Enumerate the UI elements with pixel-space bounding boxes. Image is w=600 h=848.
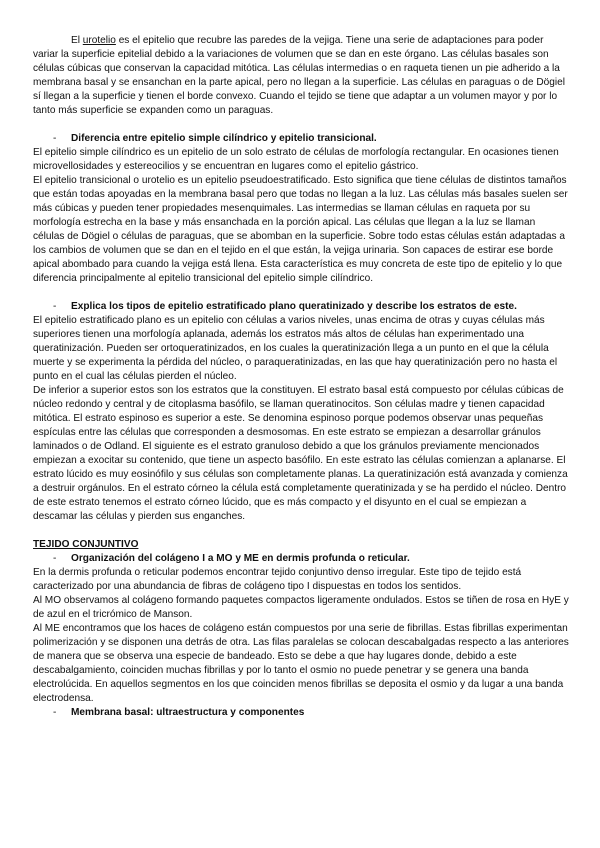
heading-membrana-basal (33, 706, 569, 720)
intro-lead: El (71, 35, 83, 46)
bullet-dash: - (53, 553, 57, 564)
heading-text: Membrana basal: ultraestructura y componentes (71, 707, 305, 718)
heading-colageno (33, 552, 569, 566)
intro-paragraph (33, 34, 569, 118)
paragraph: Al ME encontramos que los haces de colágeno están compuestos por una serie de fibrillas. Estas fibrillas experimentan polimerización y se disponen una detrás de otra. Las filas paralelas se colocan descabalgadas respecto a las anteriores de manera que se observa una especie de bandeado. Esto se debe a que hay lugares donde, debido a este descabalgamiento, coinciden muchas fibrillas y por lo tanto el osmio no puede penetrar y se genera una banda electrolúcida. En aquellos segmentos en los que coinciden menos fibrillas se deposita el osmio y da lugar a una banda electrodensa. (33, 623, 569, 704)
paragraph: El epitelio estratificado plano es un epitelio con células a varios niveles, unas encima de otras y cuyas células más superiores tienen una morfología aplanada, además los estratos más altos de células han experimentado una queratinización. Pueden ser ortoqueratinizados, en los cuales la queratinización llega a un punto en el que la célula muerte y se experimenta la pérdida del núcleo, o paraqueratinizadas, en las que hay queratinización pero no hasta el punto en el cual las células pierden el núcleo. (33, 315, 558, 382)
bullet-dash: - (53, 707, 57, 718)
bullet-dash: - (53, 133, 57, 144)
heading-text: Explica los tipos de epitelio estratificado plano queratinizado y describe los estratos de este. (71, 301, 517, 312)
paragraph: El epitelio transicional o urotelio es un epitelio pseudoestratificado. Esto significa que tiene células de distintos tamaños que están todas apoyadas en la membrana basal pero que todas no llegan a la luz. Las células más basales suelen ser más cúbicas y pueden tener propiedades mesenquimales. Las intermedias se llaman células en raqueta por su morfología estrecha en la base y más ensanchada en la porción apical. Las células que llegan a la luz se llaman células de Dögiel o células de paraguas, que se abomban en la superficie. Sobre todo estas células están adaptadas a los cambios de volumen que se dan en el tejido en el que están, la vejiga urinaria. Son capaces de estirar ese borde apical abombado para cuando la vejiga está llena. Esta característica es muy concreta de este tipo de epitelio y lo que diferencia principalmente al epitelio transicional del epitelio simple cilíndrico. (33, 175, 568, 284)
paragraph: En la dermis profunda o reticular podemos encontrar tejido conjuntivo denso irregular. Este tipo de tejido está caracterizado por una abundancia de fibras de colágeno tipo I dispuestas en todos los sentidos. (33, 567, 522, 592)
urotelio-term: urotelio (82, 35, 116, 46)
intro-text: es el epitelio que recubre las paredes de la vejiga. Tiene una serie de adaptaciones para poder variar la superficie epitelial debido a la variaciones de volumen que se dan en este órgano. Las células basales son células cúbicas que conservan la capacidad mitótica. Las células intermedias o en raqueta tienen un pie adherido a la membrana basal y se ensanchan en la parte apical, pero no llegan a la superficie. Las células en paraguas o de Dögiel sí llegan a la superficie y tienen el borde convexo. Cuando el tejido se tiene que adaptar a un volumen mayor y por lo tanto más superficie se expanden como un paraguas. (33, 35, 565, 116)
heading-epitelio-diferencia (33, 132, 569, 146)
section-title-tejido-conjuntivo: TEJIDO CONJUNTIVO (33, 539, 139, 550)
bullet-dash: - (53, 301, 57, 312)
paragraph: De inferior a superior estos son los estratos que la constituyen. El estrato basal está compuesto por células cúbicas de núcleo redondo y central y de citoplasma basófilo, se llaman queratinocitos. Son células madre y tienen capacidad mitótica. El estrato espinoso es superior a este. Se denomina espinoso porque podemos observar unas pequeñas espículas entre las células que corresponden a desmosomas. En este estrato se empiezan a desarrollar gránulos laminados o de Odland. El siguiente es el estrato granuloso debido a que los gránulos previamente mencionados empiezan a exocitar su contenido, que tiene un aspecto basófilo. En este estrato las células comienzan a aplanarse. El estrato lúcido es muy eosinófilo y sus células son completamente planas. La queratinización está avanzada y comienza a destruir orgánulos. En el estrato córneo la célula está completamente queratinizada y se ha perdido el núcleo. Dentro de este estrato tenemos el estrato córneo lúcido, que es más compacto y el disyunto en el cual se empiezan a descamar las células y pierden sus enganches. (33, 385, 568, 522)
document-page (33, 34, 569, 720)
heading-text: Organización del colágeno I a MO y ME en dermis profunda o reticular. (71, 553, 410, 564)
heading-text: Diferencia entre epitelio simple cilíndrico y epitelio transicional. (71, 133, 377, 144)
paragraph: El epitelio simple cilíndrico es un epitelio de un solo estrato de células de morfología rectangular. En ocasiones tienen microvellosidades y estereocilios y se encuentran en lugares como el epitelio gástrico. (33, 147, 559, 172)
paragraph: Al MO observamos al colágeno formando paquetes compactos ligeramente ondulados. Estos se tiñen de rosa en HyE y de azul en el tricrómico de Manson. (33, 595, 569, 620)
heading-estratificado-plano (33, 300, 569, 314)
